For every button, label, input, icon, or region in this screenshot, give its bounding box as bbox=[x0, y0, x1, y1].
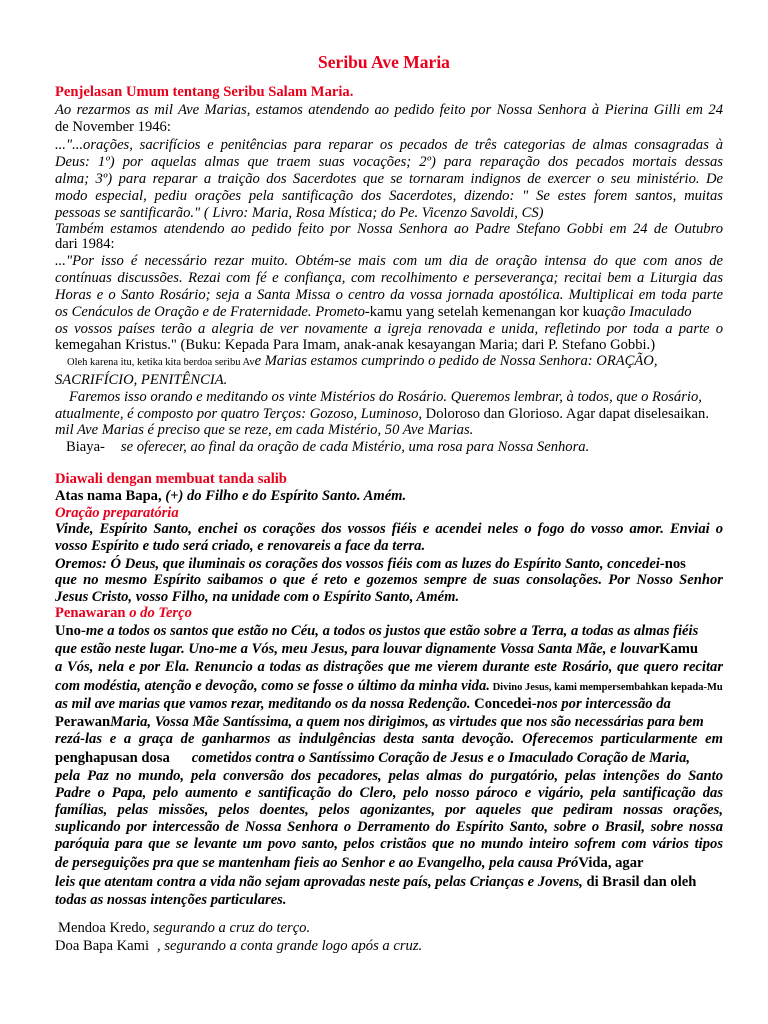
text-fragment: atualmente, é composto por quatro Terços: Gozoso, Luminoso, bbox=[55, 406, 423, 422]
text-fragment: Kamu bbox=[659, 641, 699, 657]
text-fragment: com modéstia, atenção e devoção, como se fosse o último da minha vida. bbox=[55, 678, 490, 694]
text-fragment: Biaya- bbox=[66, 439, 105, 455]
text-fragment: , segurando a conta grande logo após a cruz. bbox=[157, 938, 423, 954]
text-fragment: Doloroso dan Glorioso. Agar dapat diselesaikan. bbox=[422, 406, 709, 422]
text-fragment: nos por intercessão da bbox=[536, 696, 671, 712]
text-line: famílias, pelas missões, pelos doentes, pelos agonizantes, por aqueles que pediram nossas orações, bbox=[55, 802, 723, 818]
text-line bbox=[55, 641, 745, 658]
text-line: rezá-las e a graça de ganharmos as indulgências desta santa devoção. Oferecemos particularmente em bbox=[55, 731, 723, 747]
text-line: Deus: 1º) por aquelas almas que traem suas vocações; 2º) para reparação dos pecados mortais dessas bbox=[55, 154, 723, 170]
text-fragment: Oremos: Ó Deus, que iluminais os corações dos vossos fiéis com as luzes do Espírito Santo, concedei- bbox=[55, 556, 665, 572]
text-fragment: Doa Bapa Kami bbox=[55, 938, 150, 954]
text-fragment: o do Terço bbox=[125, 605, 192, 621]
text-fragment: Mendoa Kredo bbox=[58, 920, 146, 936]
text-line: pela Paz no mundo, pela conversão dos pecadores, pelas almas do purgatório, pelas intenções do Santo bbox=[55, 768, 723, 784]
text-line bbox=[55, 855, 745, 872]
text-line: vosso Espírito e tudo será criado, e renovareis a face da terra. bbox=[55, 538, 426, 554]
text-fragment: Penawaran bbox=[55, 605, 126, 621]
text-line bbox=[55, 678, 768, 696]
text-line bbox=[55, 488, 723, 505]
text-fragment: nos bbox=[664, 556, 686, 572]
text-line: Vinde, Espírito Santo, enchei os corações dos vossos fiéis e acendei neles o fogo do vosso amor. Enviai o bbox=[55, 521, 723, 537]
text-fragment: leis que atentam contra a vida não sejam aprovadas neste país, pelas Crianças e Jovens, bbox=[55, 874, 583, 890]
text-line bbox=[55, 304, 723, 321]
text-line: dari 1984: bbox=[55, 236, 115, 252]
text-line: suplicando por intercessão de Nossa Senhora o Derramento do Espírito Santo, sobre o Brasil, sobre nossa bbox=[55, 819, 723, 835]
text-fragment: Vida, agar bbox=[578, 855, 644, 871]
text-fragment: Oleh karena itu, ketika kita berdoa seribu Av bbox=[67, 357, 255, 368]
text-line: que no mesmo Espírito saibamos o que é reto e gozemos sempre de suas consolações. Por Nosso Senhor bbox=[55, 572, 723, 588]
section-heading-sign-of-cross: Diawali dengan membuat tanda salib bbox=[55, 471, 287, 487]
text-fragment: ação Imaculado bbox=[597, 304, 692, 320]
text-line: Horas e o Santo Rosário; seja a Santa Missa o centro da vossa jornada apostólica. Multiplicai em toda parte bbox=[55, 287, 723, 303]
text-line: paróquia para que se levante um povo santo, pelos cristãos que no mundo inteiro sofrem com vários tipos bbox=[55, 836, 723, 852]
text-fragment: Maria, Vossa Mãe Santíssima, a quem nos dirigimos, as virtudes que nos são necessárias para bem bbox=[110, 714, 704, 730]
text-line: Jesus Cristo, vosso Filho, na unidade com o Espírito Santo, Amém. bbox=[55, 589, 460, 605]
text-fragment: Uno- bbox=[55, 623, 86, 639]
text-fragment: e Marias estamos cumprindo o pedido de Nossa Senhora: ORAÇÃO, bbox=[254, 353, 658, 369]
text-line: kemegahan Kristus." (Buku: Kepada Para Imam, anak-anak kesayangan Maria; dari P. Stefano Gobbi.) bbox=[55, 337, 656, 353]
text-line bbox=[55, 874, 745, 891]
text-fragment: de perseguições pra que se mantenham fieis ao Senhor e ao Evangelho, pela causa Pró bbox=[55, 855, 579, 871]
text-line bbox=[67, 353, 723, 371]
prayer-heading bbox=[55, 605, 723, 622]
text-line: Também estamos atendendo ao pedido feito por Nossa Senhora ao Padre Stefano Gobbi em 24 de Outubro bbox=[55, 221, 723, 237]
text-fragment: Divino Jesus, kami mempersembahkan kepada-Mu bbox=[489, 682, 723, 693]
text-line: SACRIFÍCIO, PENITÊNCIA. bbox=[55, 372, 228, 388]
text-fragment: di Brasil dan oleh bbox=[582, 874, 697, 890]
text-line bbox=[55, 556, 723, 573]
text-line: pessoas se santificarão." ( Livro: Maria, Rosa Mística; do Pe. Vicenzo Savoldi, CS) bbox=[55, 205, 544, 221]
text-line: Padre o Papa, pelo aumento e santificação do Clero, pelo nosso pároco e vigário, pela santificação das bbox=[55, 785, 723, 801]
text-fragment: que estão neste lugar. Uno-me a Vós, meu Jesus, para louvar dignamente Vossa Santa Mãe, e louvar bbox=[55, 641, 660, 657]
prayer-heading: Oração preparatória bbox=[55, 505, 179, 521]
text-fragment: kamu yang setelah kemenangan kor ku bbox=[369, 304, 598, 320]
text-fragment: cometidos contra o Santíssimo Coração de Jesus e o Imaculado Coração de Maria, bbox=[191, 750, 691, 766]
text-line bbox=[58, 920, 726, 937]
text-fragment: penghapusan dosa bbox=[55, 750, 170, 766]
text-line: contínuas discussões. Rezai com fé e confiança, com recolhimento e perseverança; recitai bem a Liturgia das bbox=[55, 270, 723, 286]
text-line: Ao rezarmos as mil Ave Marias, estamos atendendo ao pedido feito por Nossa Senhora à Pierina Gilli em 24 bbox=[55, 102, 723, 118]
text-fragment: Concedei- bbox=[470, 696, 537, 712]
text-line: alma; 3º) para reparar a traição dos Sacerdotes que se tornaram indignos de exercer o seu ministério. De bbox=[55, 171, 723, 187]
text-line: a Vós, nela e por Ela. Renuncio a todas as distrações que me vierem durante este Rosário, que quero recitar bbox=[55, 659, 723, 675]
text-line bbox=[55, 623, 723, 640]
text-line: ..."Por isso é necessário rezar muito. Obtém-se mais com um dia de oração intensa do que com anos de bbox=[55, 253, 723, 269]
text-fragment: se oferecer, ao final da oração de cada Mistério, uma rosa para Nossa Senhora. bbox=[120, 439, 590, 455]
text-line bbox=[55, 696, 723, 713]
text-fragment: (+) do Filho e do Espírito Santo. Amém. bbox=[161, 488, 407, 504]
text-line bbox=[55, 938, 723, 955]
text-line: Faremos isso orando e meditando os vinte Mistérios do Rosário. Queremos lembrar, à todos, que o Rosário, bbox=[69, 389, 702, 405]
document-title: Seribu Ave Maria bbox=[318, 52, 450, 72]
text-line bbox=[55, 406, 723, 423]
text-line: todas as nossas intenções particulares. bbox=[55, 892, 287, 908]
text-fragment: as mil ave marias que vamos rezar, meditando os da nossa Redenção. bbox=[55, 696, 471, 712]
text-line: ..."...orações, sacrifícios e penitências para reparar os pecados de três categorias de almas consagradas à bbox=[55, 137, 723, 153]
text-line: os vossos países terão a alegria de ver novamente a igreja renovada e unida, refletindo por toda a parte o bbox=[55, 321, 723, 337]
text-line: modo especial, pediu orações pela santificação dos Sacerdotes, dizendo: " Se estes forem santos, muitas bbox=[55, 188, 723, 204]
text-line bbox=[55, 714, 723, 731]
text-line bbox=[66, 439, 723, 456]
section-heading-general: Penjelasan Umum tentang Seribu Salam Maria. bbox=[55, 84, 354, 100]
text-line: de November 1946: bbox=[55, 119, 171, 135]
text-fragment: Atas nama Bapa, bbox=[55, 488, 162, 504]
text-fragment: os Cenáculos de Oração e de Fraternidade. Prometo- bbox=[55, 304, 370, 320]
text-line bbox=[55, 750, 723, 767]
text-fragment: me a todos os santos que estão no Céu, a todos os justos que estão sobre a Terra, a todas as almas fiéis bbox=[85, 623, 699, 639]
text-line: mil Ave Marias é preciso que se reze, em cada Mistério, 50 Ave Marias. bbox=[55, 422, 474, 438]
text-fragment: , segurando a cruz do terço. bbox=[145, 920, 311, 936]
text-fragment: Perawan bbox=[55, 714, 111, 730]
